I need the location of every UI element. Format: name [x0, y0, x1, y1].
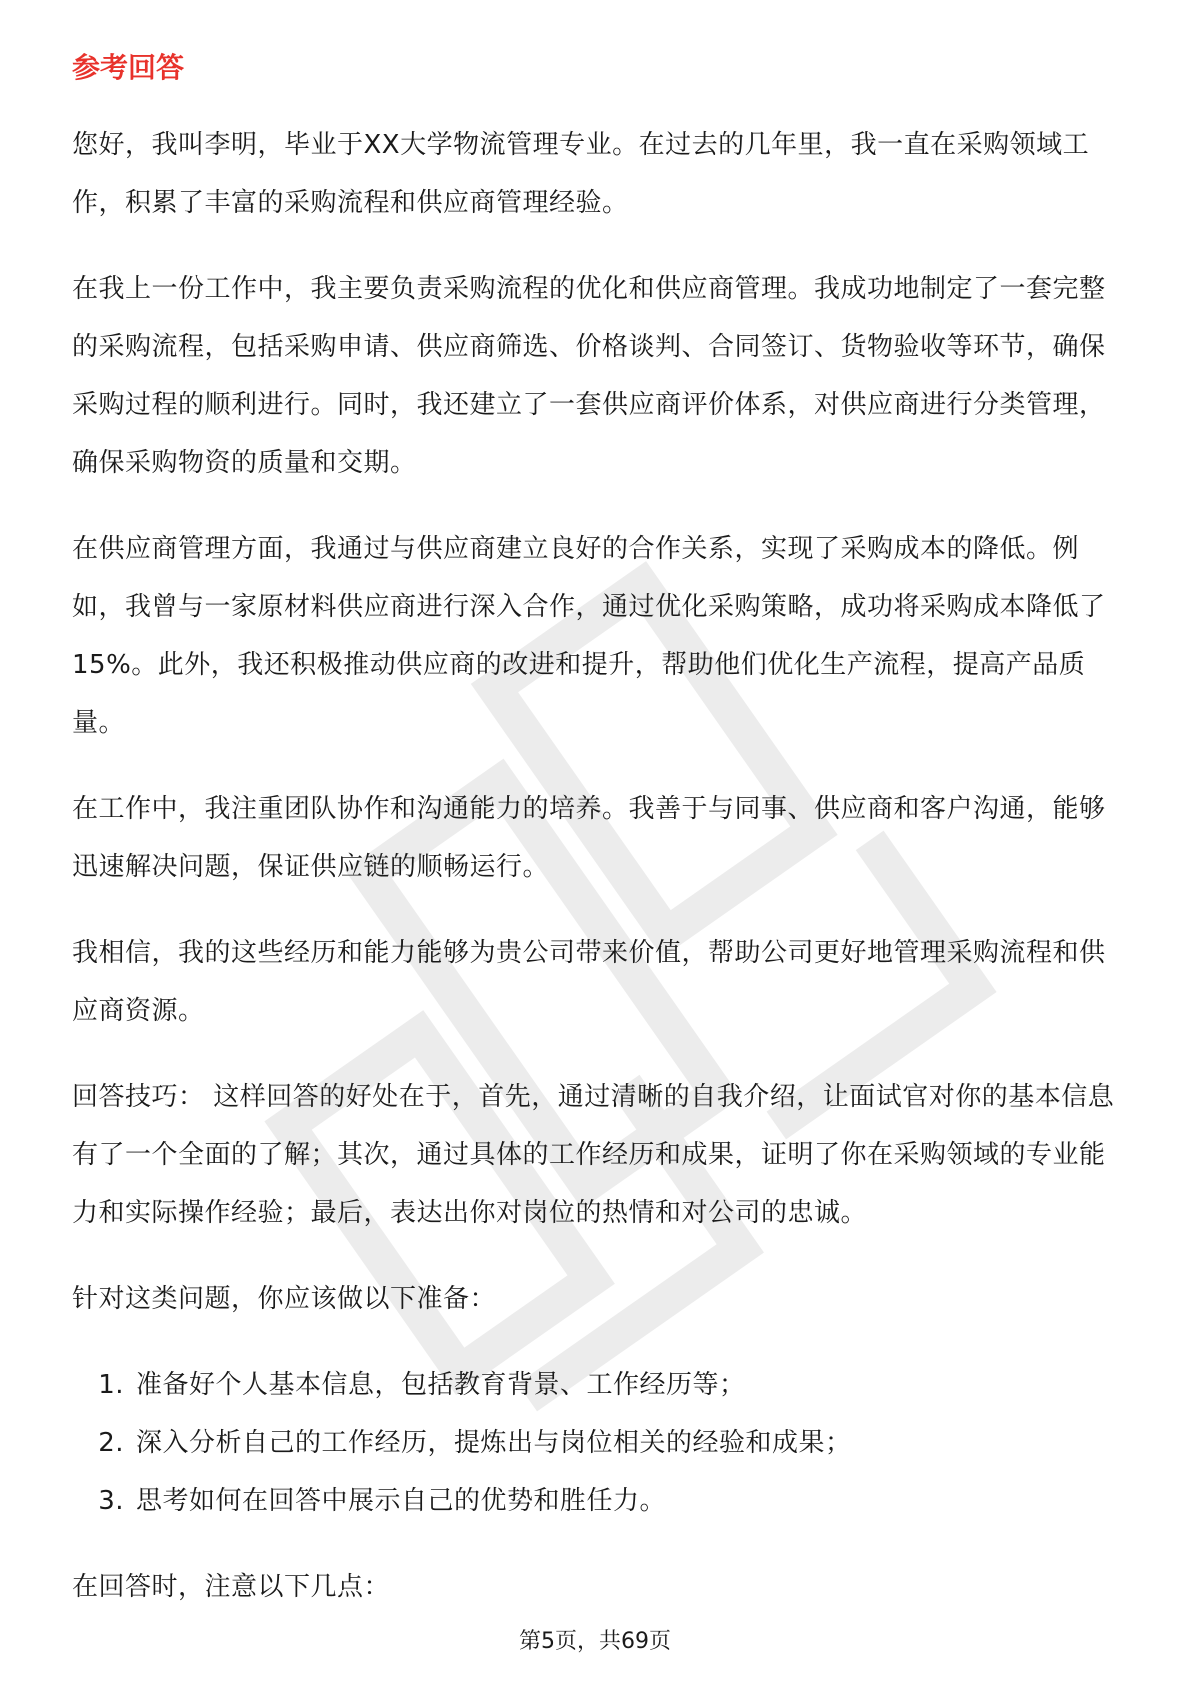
list-item-number: 3.	[98, 1486, 124, 1516]
preparation-list	[72, 1356, 1122, 1530]
paragraph-closing: 在回答时，注意以下几点：	[72, 1572, 391, 1602]
list-item-text: 准备好个人基本信息，包括教育背景、工作经历等；	[136, 1370, 746, 1400]
paragraph-preparation-intro: 针对这类问题，你应该做以下准备：	[72, 1284, 497, 1314]
document-page	[72, 48, 1122, 1644]
paragraph-belief: 我相信，我的这些经历和能力能够为贵公司带来价值，帮助公司更好地管理采购流程和供应商资源。	[72, 938, 1106, 1026]
section-title: 参考回答	[72, 51, 185, 84]
paragraph-supplier-management: 在供应商管理方面，我通过与供应商建立良好的合作关系，实现了采购成本的降低。例如，我曾与一家原材料供应商进行深入合作，通过优化采购策略，成功将采购成本降低了15%。此外，我还积极推动供应商的改进和提升，帮助他们优化生产流程，提高产品质量。	[72, 534, 1106, 738]
paragraph-intro: 您好，我叫李明，毕业于XX大学物流管理专业。在过去的几年里，我一直在采购领域工作，积累了丰富的采购流程和供应商管理经验。	[72, 130, 1090, 218]
list-item-text: 思考如何在回答中展示自己的优势和胜任力。	[136, 1486, 667, 1516]
paragraph-answer-tips: 回答技巧： 这样回答的好处在于，首先，通过清晰的自我介绍，让面试官对你的基本信息有了一个全面的了解；其次，通过具体的工作经历和成果，证明了你在采购领域的专业能力和实际操作经验；最后，表达出你对岗位的热情和对公司的忠诚。	[72, 1082, 1115, 1228]
list-item-text: 深入分析自己的工作经历，提炼出与岗位相关的经验和成果；	[136, 1428, 852, 1458]
list-item	[72, 1472, 1122, 1530]
list-item	[72, 1356, 1122, 1414]
paragraph-teamwork: 在工作中，我注重团队协作和沟通能力的培养。我善于与同事、供应商和客户沟通，能够迅速解决问题，保证供应链的顺畅运行。	[72, 794, 1106, 882]
paragraph-previous-job: 在我上一份工作中，我主要负责采购流程的优化和供应商管理。我成功地制定了一套完整的采购流程，包括采购申请、供应商筛选、价格谈判、合同签订、货物验收等环节，确保采购过程的顺利进行。同时，我还建立了一套供应商评价体系，对供应商进行分类管理，确保采购物资的质量和交期。	[72, 274, 1106, 478]
list-item	[72, 1414, 1122, 1472]
page-indicator: 第5页，共69页	[519, 1629, 671, 1654]
list-item-number: 1.	[98, 1370, 124, 1400]
list-item-number: 2.	[98, 1428, 124, 1458]
